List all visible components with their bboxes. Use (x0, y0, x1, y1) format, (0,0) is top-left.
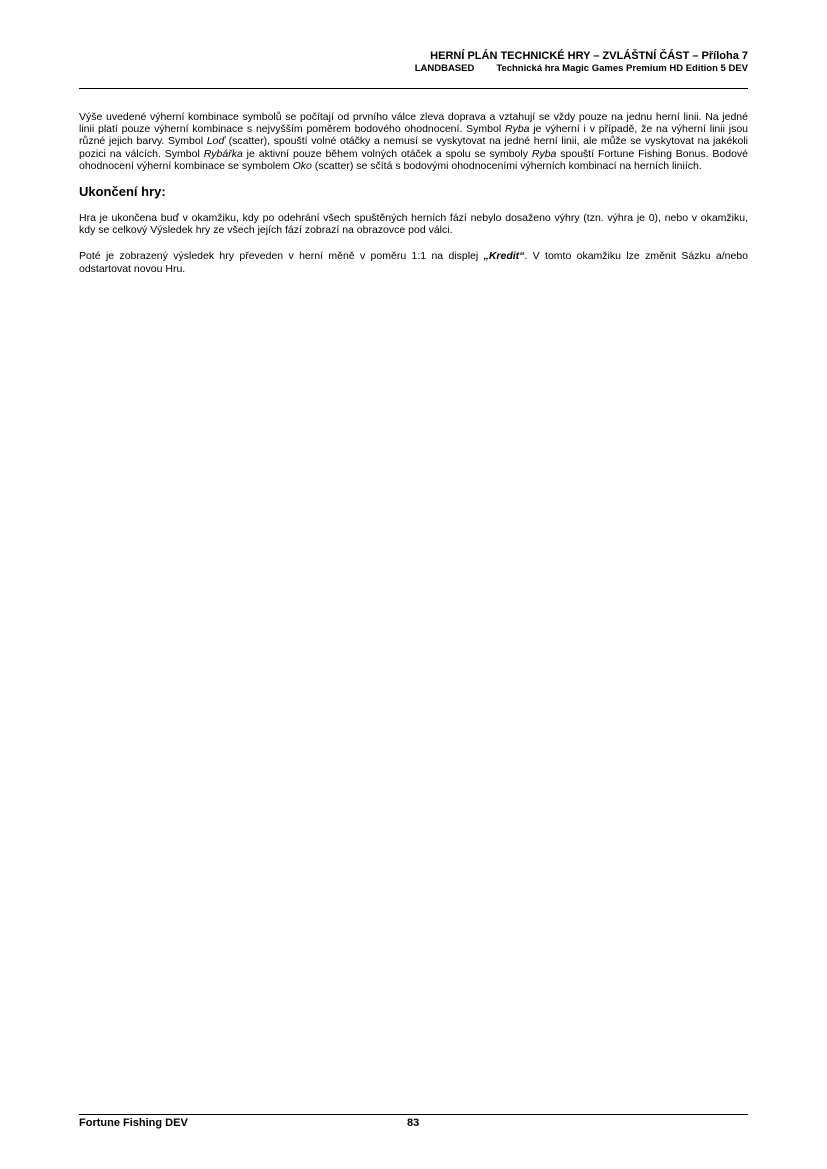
text-run: (scatter), spouští volné otáčky a nemusí se vyskytovat na jedné herní linii, ale může se vyskytovat na jakékoli pozici na válcích. Symbol (79, 135, 748, 160)
text-run: je aktivní pouze během volných otáček a spolu se symboly (242, 147, 532, 160)
header-subline (415, 63, 748, 75)
header-subtitle: Technická hra Magic Games Premium HD Edition 5 DEV (496, 63, 748, 74)
page-content (79, 111, 748, 275)
section-heading: Ukončení hry: (79, 184, 166, 200)
symbol-name: Ryba (505, 123, 530, 136)
text-run: (scatter) se sčítá s bodovými ohodnoceními výherních kombinací na herních liniích. (311, 159, 702, 172)
paragraph-game-end: Hra je ukončena buď v okamžiku, kdy po odehrání všech spuštěných herních fází nebylo dosaženo výhry (tzn. výhra je 0), nebo v okamžiku, kdy se celkový Výsledek hry ze všech jejích fází zobrazí na obrazovce pod válci. (79, 212, 748, 237)
header-rule (79, 88, 748, 89)
page-header (415, 50, 748, 75)
footer-title: Fortune Fishing DEV (79, 1117, 188, 1129)
header-category: LANDBASED (414, 63, 475, 74)
page-number: 83 (407, 1117, 420, 1129)
symbol-name: Loď (206, 135, 225, 148)
display-name: „Kredit“ (483, 250, 525, 263)
paragraph-symbols (79, 111, 748, 172)
text-run: Poté je zobrazený výsledek hry převeden v herní měně v poměru 1:1 na displej (79, 250, 484, 263)
paragraph-result-transfer (79, 250, 748, 274)
text-run: Výše uvedené výherní kombinace symbolů se počítají od prvního válce zleva doprava a vztahují se vždy pouze na jednu herní linii. Na jedné linii platí pouze výherní kombinace s nejvyšším poměrem bodového ohodnocení. Symbol (79, 111, 748, 136)
header-title: HERNÍ PLÁN TECHNICKÉ HRY – ZVLÁŠTNÍ ČÁST – Příloha 7 (430, 50, 748, 62)
footer-rule (79, 1114, 748, 1115)
symbol-name: Rybářka (203, 147, 243, 160)
symbol-name: Oko (292, 159, 312, 172)
text-run: . V tomto okamžiku lze změnit Sázku a/nebo odstartovat novou Hru. (79, 250, 748, 275)
text-run: je výherní i v případě, že na výherní linii jsou různé jejich barvy. Symbol (79, 123, 748, 148)
symbol-name: Ryba (531, 147, 557, 160)
text-run: spouští Fortune Fishing Bonus. Bodové ohodnocení výherní kombinace se symbolem (79, 147, 748, 172)
